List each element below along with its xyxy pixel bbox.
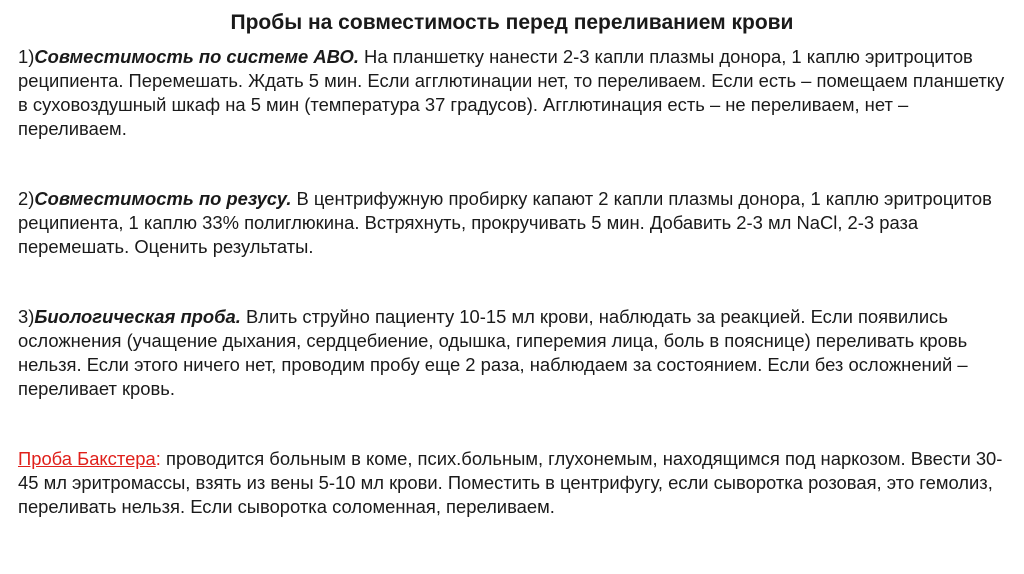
paragraph-lead: Биологическая проба — [34, 306, 236, 327]
paragraph-text: Влить струйно пациенту 10-15 мл крови, наблюдать за реакцией. Если появились осложнения (учащение дыхания, сердцебиение, одышка, гиперемия лица, боль в пояснице) переливать кровь нельзя. Если этого ничего нет, проводим пробу еще 2 раза, наблюдаем за состоянием. Если без осложнений – переливает кровь. — [18, 306, 968, 399]
paragraph-rhesus — [18, 187, 1008, 259]
paragraph-biological — [18, 305, 1008, 401]
paragraph-lead-end: . — [286, 188, 292, 209]
paragraph-lead: Совместимость по системе АВО — [34, 46, 354, 67]
paragraph-lead-end: . — [353, 46, 359, 67]
paragraph-text: В центрифужную пробирку капают 2 капли плазмы донора, 1 каплю эритроцитов реципиента, 1 каплю 33% полиглюкина. Встряхнуть, прокручивать 5 мин. Добавить 2-3 мл NaCl, 2-3 раза перемешать. Оценить результаты. — [18, 188, 992, 257]
paragraph-lead: Совместимость по резусу — [34, 188, 287, 209]
paragraph-text: проводится больным в коме, псих.больным, глухонемым, находящимся под наркозом. Ввести 30-45 мл эритромассы, взять из вены 5-10 мл крови. Поместить в центрифугу, если сыворотка розовая, это гемолиз, переливать нельзя. Если сыворотка соломенная, переливаем. — [18, 448, 1003, 517]
slide-title: Пробы на совместимость перед переливанием крови — [230, 11, 794, 34]
baxter-colon: : — [155, 448, 161, 469]
paragraph-number: 2) — [18, 188, 35, 209]
paragraph-baxter — [18, 447, 1008, 519]
paragraph-text: На планшетку нанести 2-3 капли плазмы донора, 1 каплю эритроцитов реципиента. Перемешать. Ждать 5 мин. Если агглютинации нет, то переливаем. Если есть – помещаем планшетку в суховоздушный шкаф на 5 мин (температура 37 градусов). Агглютинация есть – не переливаем, нет – переливаем. — [18, 46, 1005, 139]
slide-body — [18, 45, 1008, 565]
baxter-test-link[interactable]: Проба Бакстера — [18, 448, 156, 469]
paragraph-number: 3) — [18, 306, 35, 327]
paragraph-number: 1) — [18, 46, 35, 67]
paragraph-abo — [18, 45, 1008, 141]
paragraph-lead-end: . — [235, 306, 241, 327]
